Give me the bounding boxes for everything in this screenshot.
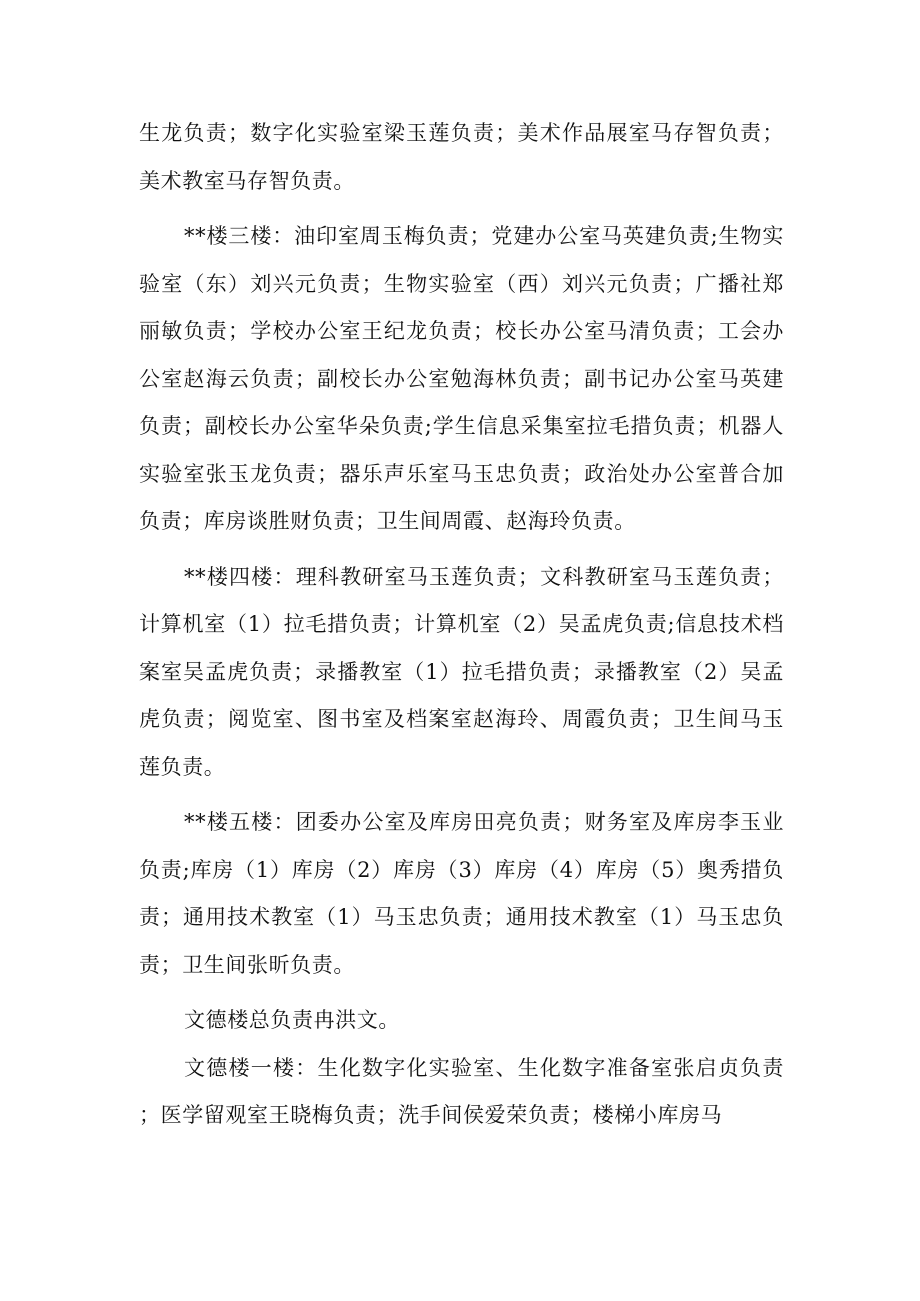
paragraph-continuation: 生龙负责；数字化实验室梁玉莲负责；美术作品展室马存智负责；美术教室马存智负责。 [139, 121, 784, 193]
paragraph-floor-three: **楼三楼：油印室周玉梅负责；党建办公室马英建负责;生物实验室（东）刘兴元负责；生物实验室（西）刘兴元负责；广播社郑丽敏负责；学校办公室王纪龙负责；校长办公室马清负责；工会办公室赵海云负责；副校长办公室勉海林负责；副书记办公室马英建负责；副校长办公室华朵负责;学生信息采集室拉毛措负责；机器人实验室张玉龙负责；器乐声乐室马玉忠负责；政治处办公室普合加负责；库房谈胜财负责；卫生间周霞、赵海玲负责。 [139, 224, 784, 533]
paragraph-floor-five: **楼五楼：团委办公室及库房田亮负责；财务室及库房李玉业负责;库房（1）库房（2）库房（3）库房（4）库房（5）奥秀措负责；通用技术教室（1）马玉忠负责；通用技术教室（1）马玉忠负责；卫生间张昕负责。 [139, 810, 784, 977]
document-body [139, 110, 784, 1140]
paragraph-wende-building-lead: 文德楼总负责冉洪文。 [184, 1008, 400, 1032]
paragraph-wende-floor-one: 文德楼一楼：生化数字化实验室、生化数字准备室张启贞负责；医学留观室王晓梅负责；洗手间侯爱荣负责；楼梯小库房马 [139, 1055, 784, 1127]
paragraph-floor-four: **楼四楼：理科教研室马玉莲负责；文科教研室马玉莲负责；计算机室（1）拉毛措负责；计算机室（2）吴孟虎负责;信息技术档案室吴孟虎负责；录播教室（1）拉毛措负责；录播教室（2）吴孟虎负责；阅览室、图书室及档案室赵海玲、周霞负责；卫生间马玉莲负责。 [139, 564, 784, 779]
